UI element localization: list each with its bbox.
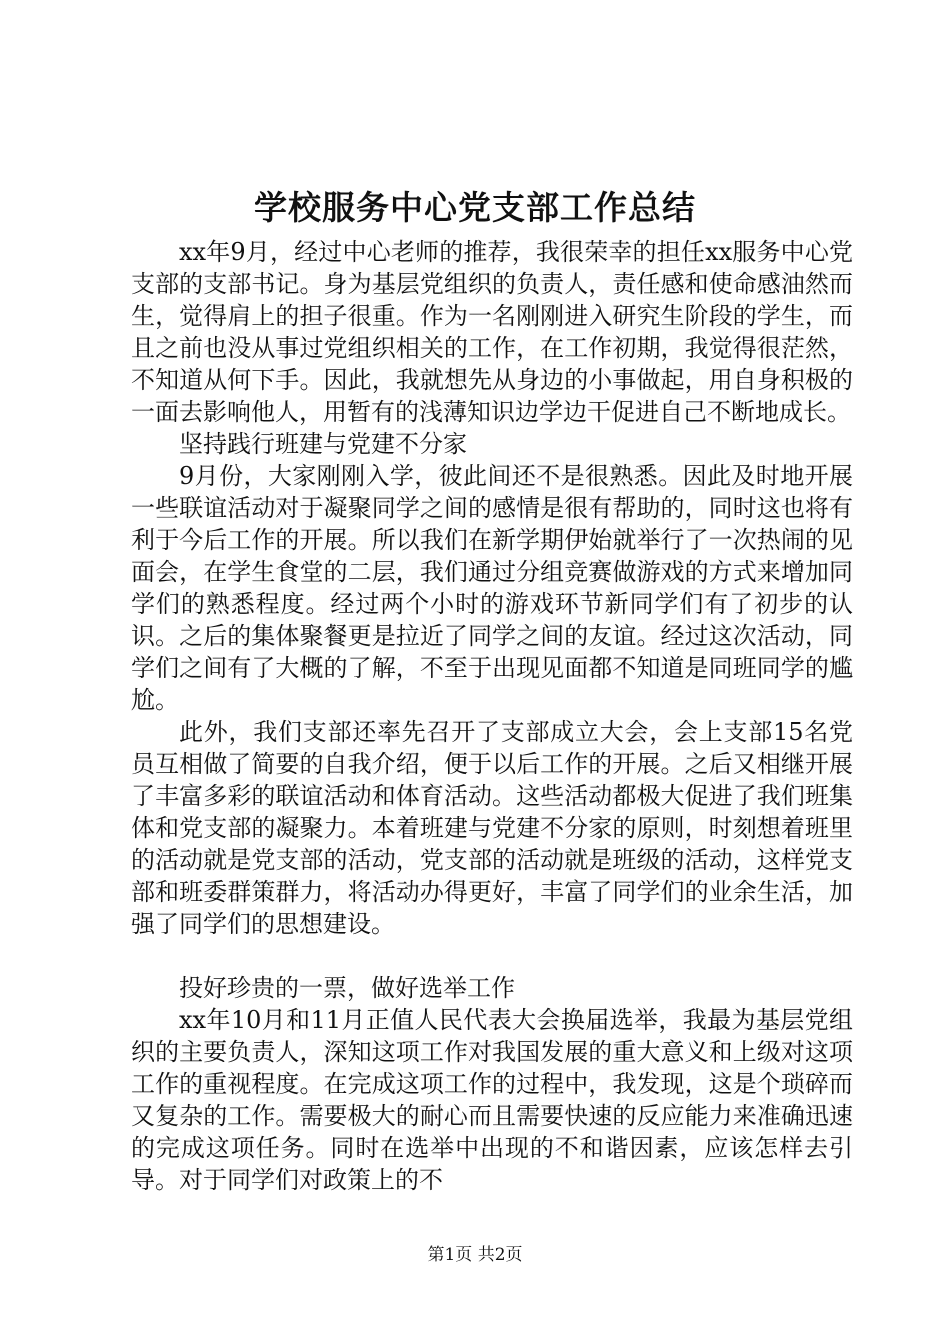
- paragraph-election: xx年10月和11月正值人民代表大会换届选举，我最为基层党组织的主要负责人，深知这项工作对我国发展的重大意义和上级对这项工作的重视程度。在完成这项工作的过程中，我发现，这是个琐碎而又复杂的工作。需要极大的耐心而且需要快速的反应能力来准确迅速的完成这项任务。同时在选举中出现的不和谐因素，应该怎样去引导。对于同学们对政策上的不: [131, 1006, 853, 1194]
- paragraph-spacer: [131, 940, 853, 972]
- section-heading-election: 投好珍贵的一票，做好选举工作: [179, 974, 515, 1002]
- section-heading-party-class: 坚持践行班建与党建不分家: [179, 430, 467, 458]
- paragraph-branch-meeting: 此外，我们支部还率先召开了支部成立大会，会上支部15名党员互相做了简要的自我介绍，便于以后工作的开展。之后又相继开展了丰富多彩的联谊活动和体育活动。这些活动都极大促进了我们班集体和党支部的凝聚力。本着班建与党建不分家的原则，时刻想着班里的活动就是党支部的活动，党支部的活动就是班级的活动，这样党支部和班委群策群力，将活动办得更好，丰富了同学们的业余生活，加强了同学们的思想建设。: [131, 718, 853, 938]
- paragraph-intro: xx年9月，经过中心老师的推荐，我很荣幸的担任xx服务中心党支部的支部书记。身为基层党组织的负责人，责任感和使命感油然而生，觉得肩上的担子很重。作为一名刚刚进入研究生阶段的学生，而且之前也没从事过党组织相关的工作，在工作初期，我觉得很茫然，不知道从何下手。因此，我就想先从身边的小事做起，用自身积极的一面去影响他人，用暂有的浅薄知识边学边干促进自己不断地成长。: [131, 238, 853, 426]
- document-title: 学校服务中心党支部工作总结: [254, 188, 696, 227]
- document-body: [131, 236, 853, 1196]
- paragraph-september-activities: 9月份，大家刚刚入学，彼此间还不是很熟悉。因此及时地开展一些联谊活动对于凝聚同学之间的感情是很有帮助的，同时这也将有利于今后工作的开展。所以我们在新学期伊始就举行了一次热闹的见面会，在学生食堂的二层，我们通过分组竞赛做游戏的方式来增加同学们的熟悉程度。经过两个小时的游戏环节新同学们有了初步的认识。之后的集体聚餐更是拉近了同学之间的友谊。经过这次活动，同学们之间有了大概的了解，不至于出现见面都不知道是同班同学的尴尬。: [131, 462, 853, 714]
- page-footer: 第1页 共2页: [427, 1245, 523, 1265]
